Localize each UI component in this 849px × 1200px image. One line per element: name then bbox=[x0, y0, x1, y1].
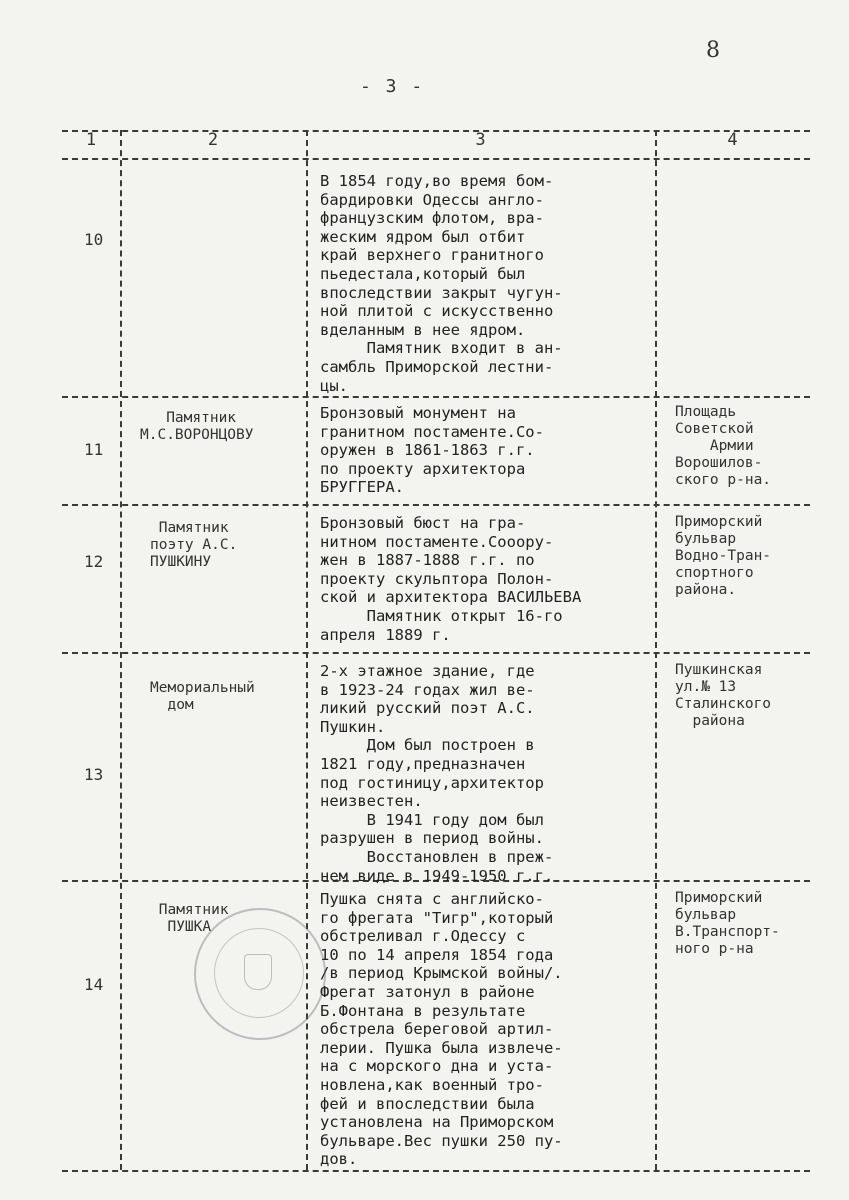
row-number: 13 bbox=[84, 765, 104, 784]
row-description: Бронзовый монумент на гранитном постаменте.Со- оружен в 1861-1863 г.г. по проекту архитектора БРУГГЕРА. bbox=[320, 404, 544, 497]
header-col-2: 2 bbox=[207, 130, 219, 150]
page-number: - 3 - bbox=[360, 76, 425, 97]
row-description: 2-х этажное здание, где в 1923-24 годах жил ве- ликий русский поэт А.С. Пушкин. Дом был построен в 1821 году,предназначен под гостиницу,архитектор неизвестен. В 1941 году дом был разрушен в период войны. Восстановлен в преж- нем виде в 1949-1950 г.г. bbox=[320, 662, 554, 885]
header-col-4: 4 bbox=[727, 130, 738, 150]
row-divider-11-12 bbox=[62, 504, 810, 506]
header-divider bbox=[62, 158, 810, 160]
monument-name: Памятник поэту А.С. ПУШКИНУ bbox=[150, 520, 238, 570]
column-divider-3 bbox=[655, 130, 657, 1170]
row-description: Пушка снята с английско- го фрегата "Тигр",который обстреливал г.Одессу с 10 по 14 апреля 1854 года /в период Крымской войны/. Фрегат затонул в районе Б.Фонтана в результате обстрела береговой артил- лерии. Пушка была извлече- на с морского дна и уста- новлена,как военный тро- фей и впоследствии была установлена на Приморском бульваре.Вес пушки 250 пу- дов. bbox=[320, 890, 563, 1169]
row-description: В 1854 году,во время бом- бардировки Одессы англо- французским флотом, вра- жеским ядром был отбит край верхнего гранитного пьедестала,который был впоследствии закрыт чугун- ной плитой с искусственно вделанным в нее ядром. Памятник входит в ан- самбль Приморской лестни- цы. bbox=[320, 172, 563, 395]
row-number: 12 bbox=[84, 552, 104, 571]
monument-location: Площадь Советской Армии Ворошилов- ского р-на. bbox=[675, 404, 772, 488]
monument-location: Приморский бульвар Водно-Тран- спортного района. bbox=[675, 514, 772, 598]
row-number: 11 bbox=[84, 440, 104, 459]
row-divider-12-13 bbox=[62, 652, 810, 654]
official-stamp bbox=[194, 908, 326, 1040]
header-col-1: 1 bbox=[85, 130, 97, 150]
row-divider-10-11 bbox=[62, 396, 810, 398]
table-bottom-border bbox=[62, 1170, 810, 1172]
header-col-3: 3 bbox=[475, 130, 486, 150]
monument-name: Памятник М.С.ВОРОНЦОВУ bbox=[140, 410, 254, 443]
row-number: 14 bbox=[84, 975, 104, 994]
monument-name: Памятник ПУШКА bbox=[158, 902, 229, 935]
stamp-emblem-icon bbox=[244, 954, 272, 990]
monument-name: Мемориальный дом bbox=[150, 680, 255, 713]
monument-location: Пушкинская ул.№ 13 Сталинского района bbox=[675, 662, 772, 729]
column-divider-1 bbox=[120, 130, 122, 1170]
row-number: 10 bbox=[84, 230, 104, 249]
corner-page-number: 8 bbox=[706, 38, 720, 63]
monument-location: Приморский бульвар В.Транспорт- ного р-на bbox=[675, 890, 780, 957]
row-description: Бронзовый бюст на гра- нитном постаменте.Сооору- жен в 1887-1888 г.г. по проекту скульптора Полон- ской и архитектора ВАСИЛЬЕВА Памятник открыт 16-го апреля 1889 г. bbox=[320, 514, 582, 644]
